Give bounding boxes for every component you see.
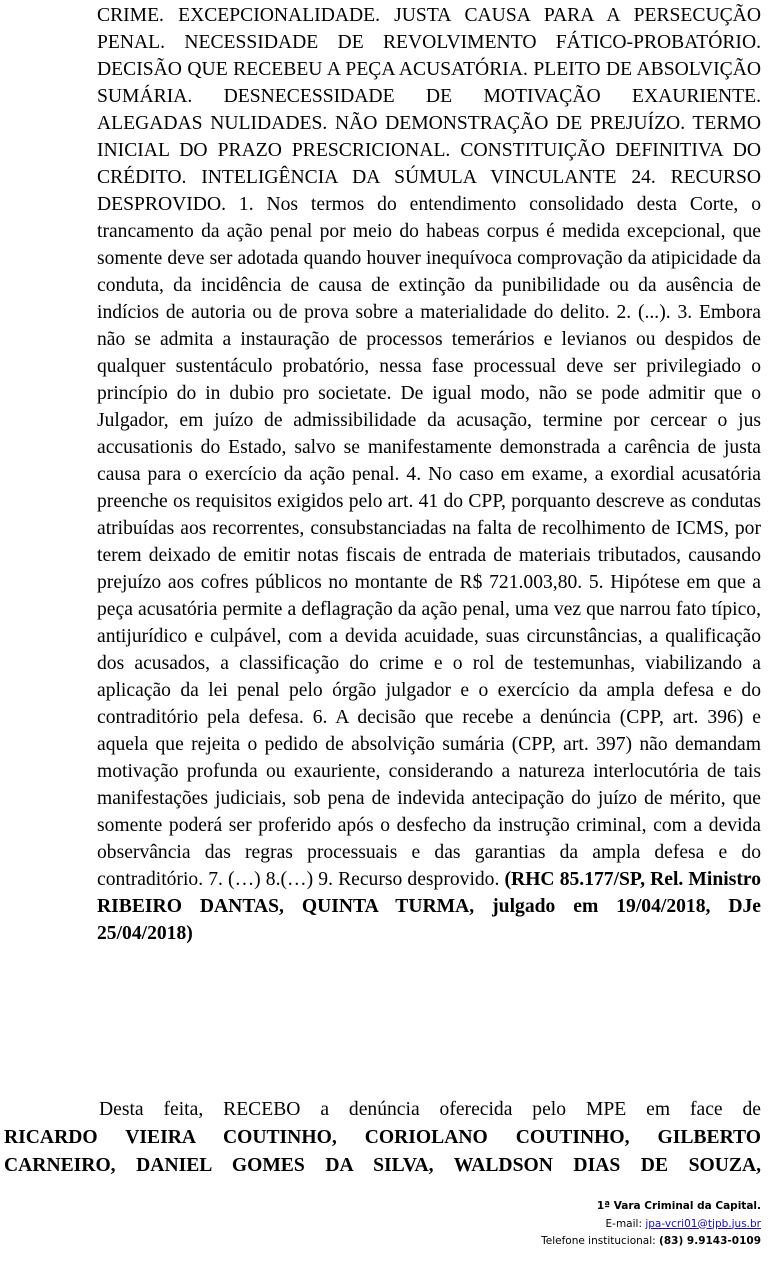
case-citation: (RHC 85.177/SP, Rel. Ministro RIBEIRO DANTAS, QUINTA TURMA, julgado em 19/04/2018, DJe 25/04/2018) — [97, 869, 761, 944]
email-label: E-mail: — [605, 1217, 646, 1230]
defendant-names: RICARDO VIEIRA COUTINHO, CORIOLANO COUTINHO, GILBERTO CARNEIRO, DANIEL GOMES DA SILVA, WALDSON DIAS DE SOUZA, — [4, 1127, 761, 1176]
footer-email-line — [541, 1216, 761, 1234]
page-footer — [541, 1198, 761, 1251]
phone-number: (83) 9.9143-0109 — [659, 1235, 761, 1247]
email-link[interactable]: jpa-vcri01@tjpb.jus.br — [645, 1217, 761, 1230]
phone-label: Telefone institucional: — [541, 1235, 660, 1247]
court-name: 1ª Vara Criminal da Capital. — [596, 1200, 761, 1212]
quote-text: CRIME. EXCEPCIONALIDADE. JUSTA CAUSA PARA A PERSECUÇÃO PENAL. NECESSIDADE DE REVOLVIMENTO FÁTICO-PROBATÓRIO. DECISÃO QUE RECEBEU A PEÇA ACUSATÓRIA. PLEITO DE ABSOLVIÇÃO SUMÁRIA. DESNECESSIDADE DE MOTIVAÇÃO EXAURIENTE. ALEGADAS NULIDADES. NÃO DEMONSTRAÇÃO DE PREJUÍZO. TERMO INICIAL DO PRAZO PRESCRICIONAL. CONSTITUIÇÃO DEFINITIVA DO CRÉDITO. INTELIGÊNCIA DA SÚMULA VINCULANTE 24. RECURSO DESPROVIDO. 1. Nos termos do entendimento consolidado desta Corte, o trancamento da ação penal por meio do habeas corpus é medida excepcional, que somente deve ser adotada quando houver inequívoca comprovação da atipicidade da conduta, da incidência de causa de extinção da punibilidade ou da ausência de indícios de autoria ou de prova sobre a materialidade do delito. 2. (...). 3. Embora não se admita a instauração de processos temerários e levianos ou despidos de qualquer sustentáculo probatório, nessa fase processual deve ser privilegiado o princípio do in dubio pro societate. De igual modo, não se pode admitir que o Julgador, em juízo de admissibilidade da acusação, termine por cercear o jus accusationis do Estado, salvo se manifestamente demonstrada a carência de justa causa para o exercício da ação penal. 4. No caso em exame, a exordial acusatória preenche os requisitos exigidos pelo art. 41 do CPP, porquanto descreve as condutas atribuídas aos recorrentes, consubstanciadas na falta de recolhimento de ICMS, por terem deixado de emitir notas fiscais de entrada de materiais tributados, causando prejuízo aos cofres públicos no montante de R$ 721.003,80. 5. Hipótese em que a peça acusatória permite a deflagração da ação penal, uma vez que narrou fato típico, antijurídico e culpável, com a devida acuidade, suas circunstâncias, a qualificação dos acusados, a classificação do crime e o rol de testemunhas, viabilizando a aplicação da lei penal pelo órgão julgador e o exercício da ampla defesa e do contraditório pela defesa. 6. A decisão que recebe a denúncia (CPP, art. 396) e aquela que rejeita o pedido de absolvição sumária (CPP, art. 397) não demandam motivação profunda ou exauriente, considerando a natureza interlocutória de tais manifestações judiciais, sob pena de indevida antecipação do juízo de mérito, que somente poderá ser proferido após o desfecho da instrução criminal, com a devida observância das regras processuais e das garantias da ampla defesa e do contraditório. 7. (…) 8.(…) 9. Recurso desprovido. — [97, 5, 761, 890]
footer-phone-line — [541, 1233, 761, 1251]
decision-lead-text: Desta feita, RECEBO a denúncia oferecida pelo MPE em face de — [99, 1099, 761, 1120]
jurisprudence-quote — [97, 2, 761, 947]
decision-paragraph — [4, 1096, 761, 1180]
